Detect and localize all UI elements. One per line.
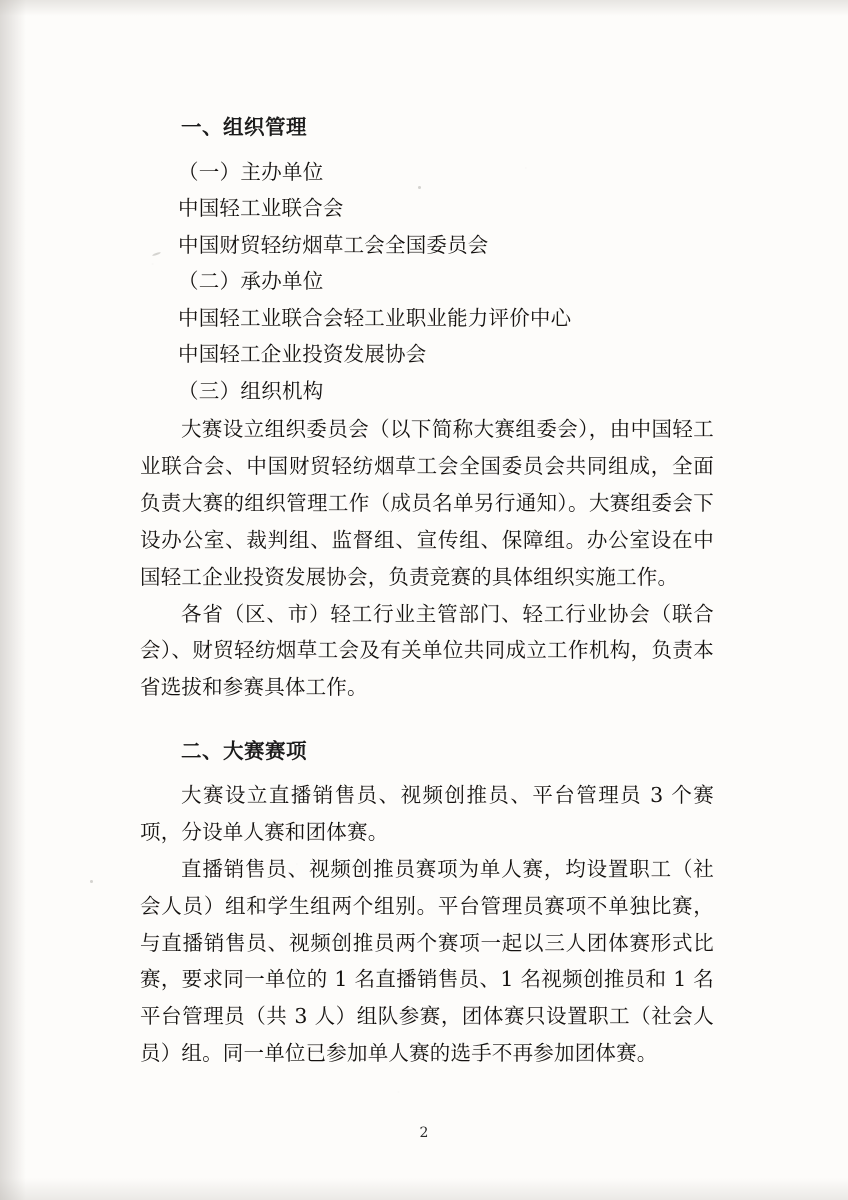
scan-edge-shading-bottom: [0, 1178, 848, 1200]
section-2-paragraph-2: 直播销售员、视频创推员赛项为单人赛，均设置职工（社会人员）组和学生组两个组别。平台管理员赛项不单独比赛，与直播销售员、视频创推员两个赛项一起以三人团体赛形式比赛，要求同一单位的 1 名直播销售员、1 名视频创推员和 1 名平台管理员（共 3 人）组队参赛，团体赛只设置职工（社会人员）组。同一单位已参加单人赛的选手不再参加团体赛。: [140, 856, 714, 1066]
section-2-paragraph-1: 大赛设立直播销售员、视频创推员、平台管理员 3 个赛项，分设单人赛和团体赛。: [140, 783, 714, 844]
section-1-line-5: 中国轻工业联合会轻工业职业能力评价中心: [178, 305, 572, 330]
section-1-paragraph-1: 大赛设立组织委员会（以下简称大赛组委会），由中国轻工业联合会、中国财贸轻纺烟草工会全国委员会共同组成，全面负责大赛的组织管理工作（成员名单另行通知）。大赛组委会下设办公室、裁判组、监督组、宣传组、保障组。办公室设在中国轻工企业投资发展协会，负责竞赛的具体组织实施工作。: [140, 417, 714, 589]
section-heading-2: 二、大赛赛项: [181, 739, 307, 764]
section-1-paragraph-2: 各省（区、市）轻工行业主管部门、轻工行业协会（联合会）、财贸轻纺烟草工会及有关单位共同成立工作机构，负责本省选拔和参赛具体工作。: [140, 601, 714, 700]
page-number: 2: [419, 1125, 429, 1141]
scan-speck: [90, 880, 93, 883]
section-1-line-7: （三）组织机构: [178, 378, 324, 403]
section-1-line-3: 中国财贸轻纺烟草工会全国委员会: [178, 232, 489, 257]
scan-edge-shading-top: [0, 0, 848, 16]
section-1-line-6: 中国轻工企业投资发展协会: [178, 342, 427, 367]
section-1-line-4: （二）承办单位: [178, 269, 324, 294]
section-1-line-2: 中国轻工业联合会: [178, 196, 344, 221]
document-body: [140, 112, 714, 1072]
scan-edge-shading-left: [0, 0, 26, 1200]
section-heading-1: 一、组织管理: [181, 115, 307, 139]
section-1-line-1: （一）主办单位: [178, 159, 324, 184]
